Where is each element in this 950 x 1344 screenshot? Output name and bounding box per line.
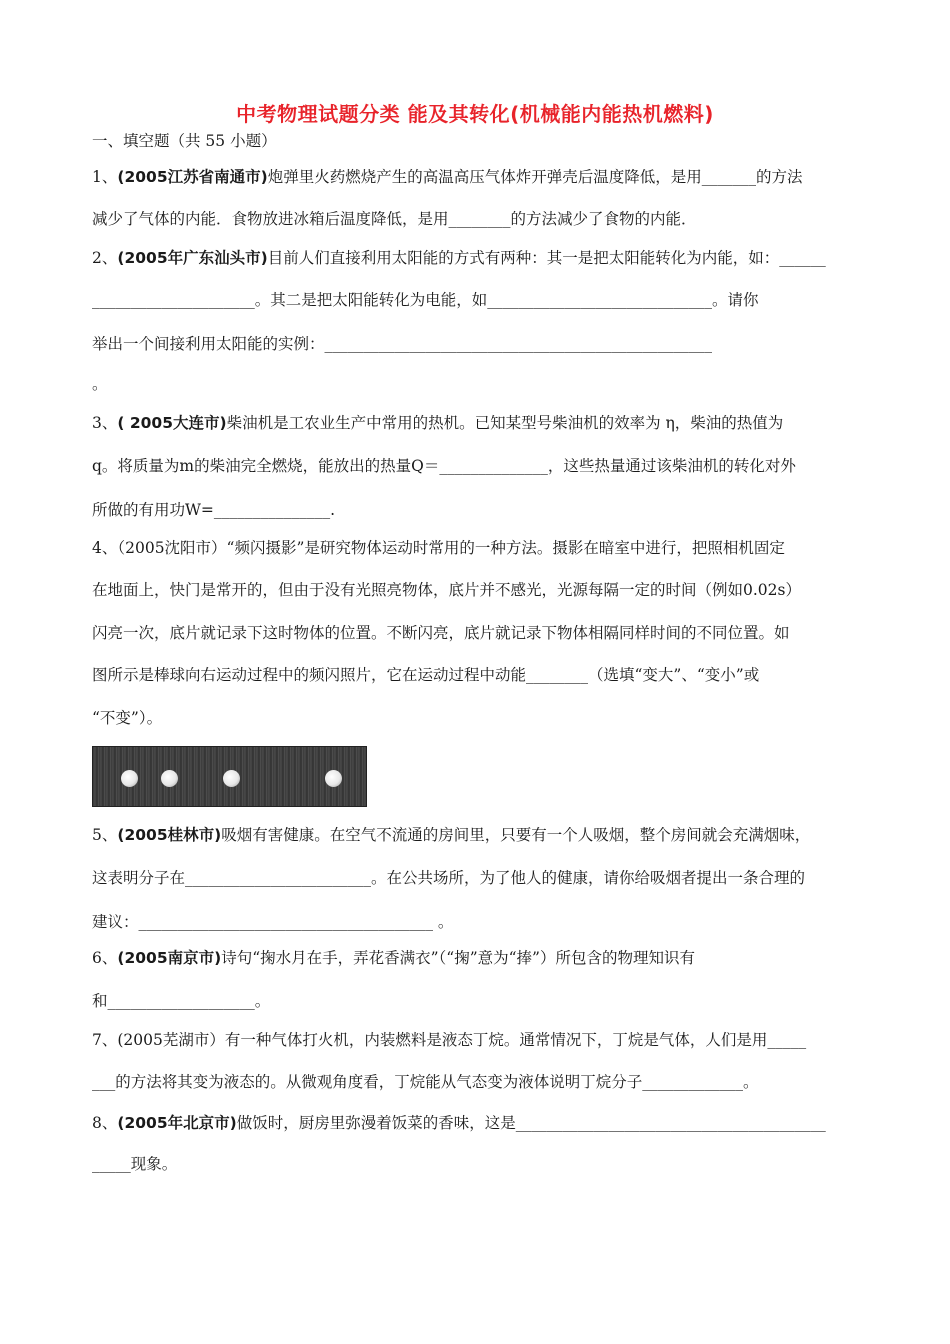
question-7-line-1: 7、(2005芜湖市）有一种气体打火机，内装燃料是液态丁烷。通常情况下，丁烷是气体，人们是用_____ [92, 1031, 807, 1049]
question-source: (2005年广东汕头市) [117, 249, 268, 267]
question-3-line-2: q。将质量为m的柴油完全燃烧，能放出的热量Q＝______________，这些热量通过该柴油机的转化对外 [92, 457, 796, 475]
question-2-line-4: 。 [92, 375, 108, 393]
baseball-image-1 [121, 770, 138, 787]
question-4-line-3: 闪亮一次，底片就记录下这时物体的位置。不断闪亮，底片就记录下物体相隔同样时间的不同位置。如 [92, 624, 790, 642]
question-number: 6、 [92, 949, 118, 967]
question-text: 目前人们直接利用太阳能的方式有两种：其一是把太阳能转化为内能，如：______ [267, 249, 826, 267]
question-number: 2、 [92, 249, 118, 267]
question-text: 吸烟有害健康。在空气不流通的房间里，只要有一个人吸烟，整个房间就会充满烟味， [221, 826, 811, 844]
question-5-line-2: 这表明分子在________________________。在公共场所，为了他人的健康，请你给吸烟者提出一条合理的 [92, 869, 806, 887]
question-1-line-2: 减少了气体的内能．食物放进冰箱后温度降低，是用________的方法减少了食物的内能． [92, 210, 697, 228]
baseball-image-2 [161, 770, 178, 787]
question-4-line-5: “不变”）。 [92, 709, 163, 727]
question-6-line-1 [92, 948, 695, 968]
question-number: 1、 [92, 168, 118, 186]
question-source: (2005江苏省南通市) [117, 168, 268, 186]
question-4-line-2: 在地面上，快门是常开的，但由于没有光照亮物体，底片并不感光，光源每隔一定的时间（例如0.02s） [92, 581, 801, 599]
question-4-line-1: 4、（2005沈阳市）“频闪摄影”是研究物体运动时常用的一种方法。摄影在暗室中进行，把照相机固定 [92, 539, 785, 557]
question-text: 炮弹里火药燃烧产生的高温高压气体炸开弹壳后温度降低，是用_______的方法 [267, 168, 803, 186]
question-number: 5、 [92, 826, 118, 844]
question-source: (2005年北京市) [117, 1114, 237, 1132]
question-8-line-2: _____现象。 [92, 1155, 178, 1173]
baseball-image-4 [325, 770, 342, 787]
question-3-line-1 [92, 413, 783, 433]
question-2-line-2: _____________________。其二是把太阳能转化为电能，如_____________________________。请你 [92, 291, 759, 309]
question-source: (2005桂林市) [117, 826, 222, 844]
question-number: 3、 [92, 414, 118, 432]
question-2-line-1 [92, 248, 826, 268]
question-number: 8、 [92, 1114, 118, 1132]
document-title: 中考物理试题分类 能及其转化(机械能内能热机燃料) [236, 102, 714, 126]
question-1-line-1 [92, 167, 802, 187]
question-source: ( 2005大连市) [117, 414, 227, 432]
baseball-image-3 [223, 770, 240, 787]
question-6-line-2: 和___________________。 [92, 992, 271, 1010]
question-3-line-3: 所做的有用功W=_______________. [92, 501, 336, 519]
question-5-line-3: 建议：______________________________________ 。 [92, 913, 454, 931]
question-5-line-1 [92, 825, 810, 845]
question-8-line-1 [92, 1113, 826, 1133]
question-4-line-4: 图所示是棒球向右运动过程中的频闪照片，它在运动过程中动能________（选填“变大”、“变小”或 [92, 666, 760, 684]
question-7-line-2: ___的方法将其变为液态的。从微观角度看，丁烷能从气态变为液体说明丁烷分子_____________。 [92, 1073, 759, 1091]
question-2-line-3: 举出一个间接利用太阳能的实例：__________________________________________________ [92, 335, 713, 353]
section-heading: 一、填空题（共 55 小题） [92, 132, 277, 150]
question-source: (2005南京市) [117, 949, 222, 967]
question-text: 柴油机是工农业生产中常用的热机。已知某型号柴油机的效率为 η，柴油的热值为 [226, 414, 784, 432]
question-text: 诗句“掬水月在手，弄花香满衣”（“掬”意为“捧”）所包含的物理知识有 [221, 949, 695, 967]
strobe-photo-baseball [92, 746, 367, 807]
question-text: 做饭时，厨房里弥漫着饭菜的香味，这是________________________________________ [236, 1114, 826, 1132]
